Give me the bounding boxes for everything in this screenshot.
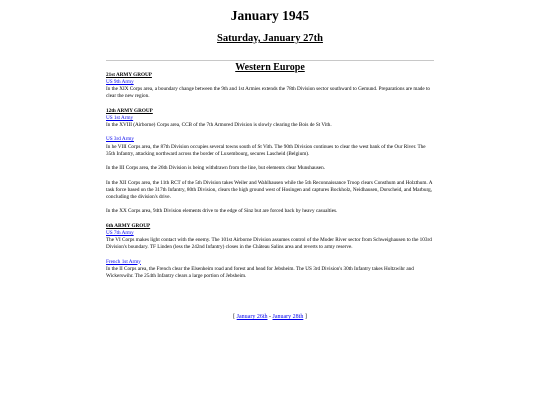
paragraph: In the XX Corps area, 94th Division elements drive to the edge of Sinz but are forced back by heavy casualties. <box>106 208 338 215</box>
spacer <box>106 172 436 179</box>
group-title-12th: 12th ARMY GROUP <box>106 107 153 114</box>
section-title: Western Europe <box>235 62 305 73</box>
spacer <box>106 158 436 165</box>
paragraph: In the XIX Corps area, a boundary change between the 9th and 1st Armies extends the 78th Division sector southward to Gemund. Preparations are made to clear the new region. <box>106 86 430 100</box>
paragraph: In the II Corps area, the French clear the Elsenheim road and forest and head for Jebsheim. The US 3rd Division's 30th Infantry takes Holtzwihr and Wickerswihr. The 254th Infantry clears a large portion of Jebsheim. <box>106 265 414 279</box>
spacer <box>106 251 436 258</box>
nav-bracket-open: [ <box>233 314 237 320</box>
nav-separator: - <box>267 314 273 320</box>
paragraph: In the XII Corps area, the 11th RCT of the 5th Division takes Weiler and Wahlhausen while the 5th Reconnaissance Troop clears Consthum and Holzthum. A task force based on the 317th Infantry, 80th Division, clears the high ground west of Hosingen and captures Bockholz, Neidhausen, Dorscheid, and Marburg, concluding the division's drive. <box>106 179 433 200</box>
spacer <box>106 215 436 222</box>
divider <box>106 60 434 61</box>
paragraph: In he VIII Corps area, the 87th Division occupies several towns south of St Vith. The 90th Division continues to clear the west bank of the Our River. The 35th Infantry, attacking northward across the border of Luxembourg, secures Lascheid (Belgium). <box>106 143 426 157</box>
nav-bracket-close: ] <box>303 314 307 320</box>
army-link-us-9th[interactable]: US 9th Army <box>106 79 134 86</box>
date-navigation <box>0 314 540 320</box>
paragraph: In the III Corps area, the 26th Division is being withdrawn from the line, but elements clear Munshausen. <box>106 165 325 172</box>
group-title-6th: 6th ARMY GROUP <box>106 222 151 229</box>
army-link-us-1st[interactable]: US 1st Army <box>106 114 134 121</box>
group-title-21st: 21st ARMY GROUP <box>106 72 152 78</box>
army-link-us-7th[interactable]: US 7th Army <box>106 229 134 236</box>
army-link-us-3rd[interactable]: US 3rd Army <box>106 136 134 143</box>
date-heading: Saturday, January 27th <box>217 33 323 44</box>
next-day-link[interactable]: January 28th <box>272 314 304 320</box>
spacer <box>106 129 436 136</box>
army-link-french-1st[interactable]: French 1st Army <box>106 258 141 265</box>
paragraph: The VI Corps makes light contact with the enemy. The 101st Airborne Division assumes control of the Moder River sector from Schweighausen to the 103rd Division's boundary. TF Linden (less the 242nd Infantry) closes in the Château Salins area and reverts to army reserve. <box>106 236 432 251</box>
prev-day-link[interactable]: January 26th <box>236 314 268 320</box>
spacer <box>106 100 436 107</box>
page-title: January 1945 <box>230 8 310 23</box>
content <box>106 72 436 280</box>
paragraph: In the XVIII (Airborne) Corps area, CCB of the 7th Armored Division is slowly clearing the Bois de St Vith. <box>106 121 332 128</box>
